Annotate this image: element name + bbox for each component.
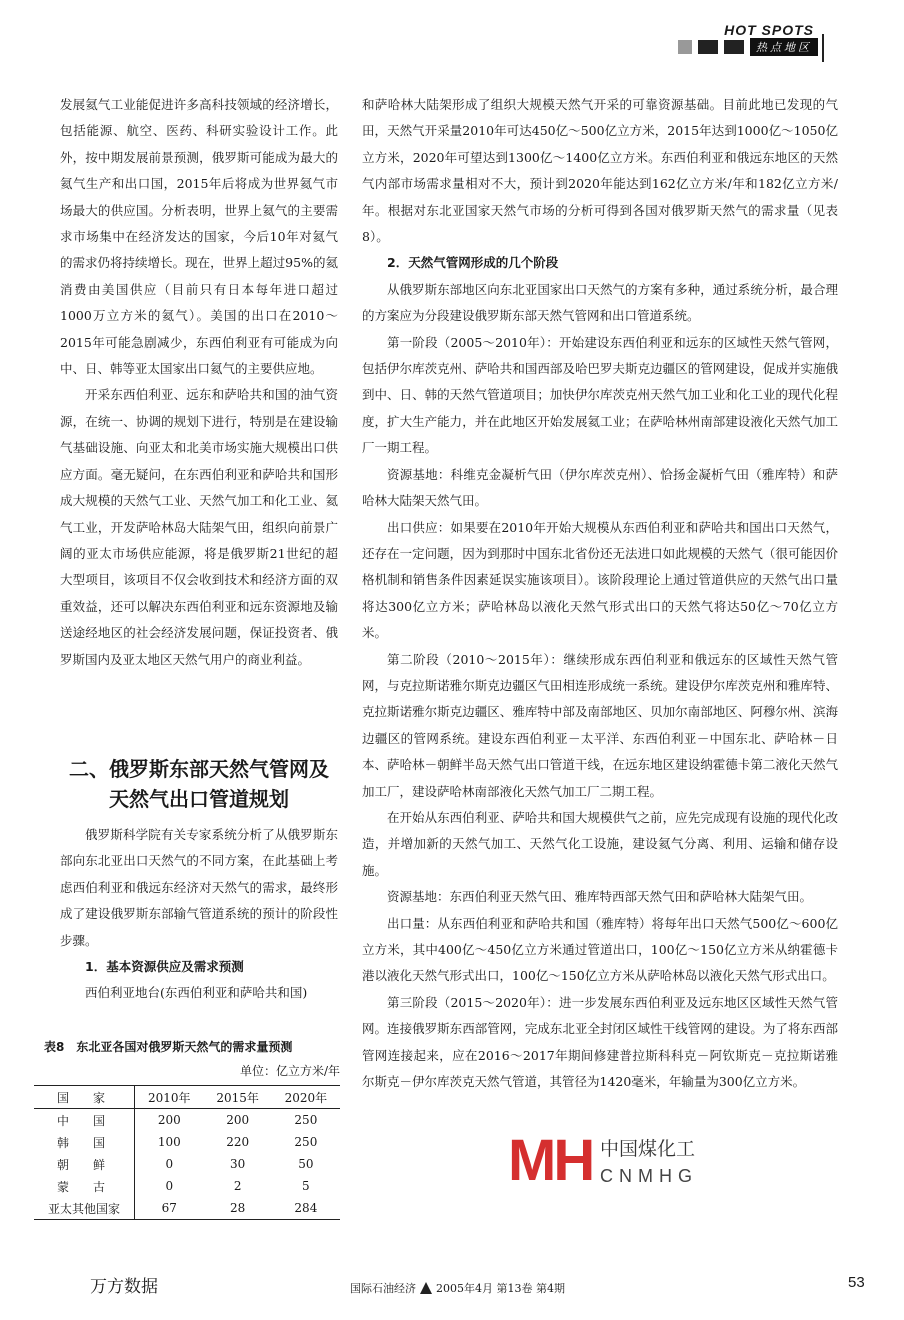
right-paragraph-3: 第一阶段（2005～2010年）：开始建设东西伯利亚和远东的区域性天然气管网，包括伊尔库茨克州、萨哈共和国西部及哈巴罗夫斯克边疆区的管网建设，促成并实施俄到中、日、韩的天然气管道项目；加快伊尔库茨克州天然气加工业和化工业的现代化程度，扩大生产能力，并在此地区开始发展氦工业；在萨哈林州南部建设液化天然气加工厂一期工程。	[362, 334, 838, 456]
right-paragraph-4: 资源基地：科维克金凝析气田（伊尔库茨克州）、恰扬金凝析气田（雅库特）和萨哈林大陆架天然气田。	[362, 466, 838, 509]
table-cell: 30	[230, 1157, 246, 1171]
watermark-logo-mark: MH	[508, 1128, 593, 1193]
table-row	[34, 1131, 340, 1153]
table-cell: 250	[294, 1113, 318, 1127]
right-paragraph-7: 在开始从东西伯利亚、萨哈共和国大规模供气之前，应先完成现有设施的现代化改造，并增加新的天然气加工、天然气化工设施，建设氦气分离、利用、运输和储存设施。	[362, 809, 838, 878]
left-paragraph-2: 开采东西伯利亚、远东和萨哈共和国的油气资源，在统一、协调的规划下进行，特别是在建设输气基础设施、向亚太和北美市场实施大规模出口供应方面。毫无疑问，在东西伯利亚和萨哈共和国形成大规模的天然气工业、天然气加工和化工业、氦气工业，开发萨哈林岛大陆架气田，组织向前景广阔的亚太市场供应能源，将是俄罗斯21世纪的超大型项目，该项目不仅会收到技术和经济方面的双重效益，还可以解决东西伯利亚和远东资源地及输送途经地区的社会经济发展问题，保证投资者、俄罗斯国内及亚太地区天然气用户的商业利益。	[60, 387, 338, 667]
table-header-cell: 2015年	[216, 1090, 259, 1105]
table-cell: 28	[230, 1201, 246, 1215]
table-caption: 表8 东北亚各国对俄罗斯天然气的需求量预测	[44, 1040, 293, 1054]
header-decor-block	[724, 40, 744, 54]
table-row	[34, 1153, 340, 1175]
footer-watermark: 万方数据	[90, 1277, 158, 1297]
right-paragraph-9: 出口量：从东西伯利亚和萨哈共和国（雅库特）将每年出口天然气500亿～600亿立方米，其中400亿～450亿立方米通过管道出口，100亿～150亿立方米从纳霍德卡港以液化天然气形式出口，100亿～150亿立方米从萨哈林岛以液化天然气形式出口。	[362, 915, 838, 984]
table-header-row	[34, 1086, 340, 1109]
table-cell: 250	[294, 1135, 318, 1149]
oil-derrick-icon	[420, 1282, 432, 1294]
table-cell: 200	[226, 1113, 250, 1127]
section-title-line-1: 二、俄罗斯东部天然气管网及	[69, 757, 329, 781]
table-cell: 朝 鲜	[34, 1153, 135, 1175]
table-cell: 韩 国	[34, 1131, 135, 1153]
table-cell: 0	[165, 1157, 174, 1171]
right-paragraph-10: 第三阶段（2015～2020年）：进一步发展东西伯利亚及远东地区区域性天然气管网。连接俄罗斯东西部管网，完成东北亚全封闭区域性干线管网的建设。为了将东西部管网连接起来，应在2016～2017年期间修建普拉斯科科克－阿钦斯克－克拉斯诺雅尔斯克－伊尔库茨克天然气管道，其管径为1420毫米，年输量为300亿立方米。	[362, 994, 838, 1090]
section-title-line-2: 天然气出口管道规划	[109, 787, 289, 811]
table-row	[34, 1175, 340, 1197]
right-paragraph-2: 从俄罗斯东部地区向东北亚国家出口天然气的方案有多种，通过系统分析，最合理的方案应为分段建设俄罗斯东部天然气管网和出口管道系统。	[362, 281, 838, 324]
table-header-cell: 2020年	[284, 1090, 328, 1105]
table-row	[34, 1109, 340, 1132]
table-cell: 100	[157, 1135, 181, 1149]
footer-journal-name: 国际石油经济	[350, 1282, 416, 1295]
table-cell: 5	[302, 1179, 310, 1193]
header-decor-block	[678, 40, 692, 54]
table-header-cell: 国 家	[34, 1086, 135, 1109]
watermark-logo	[508, 1130, 708, 1200]
footer-issue: 2005年4月 第13卷 第4期	[436, 1282, 565, 1295]
table-row	[34, 1197, 340, 1220]
table-cell: 67	[161, 1201, 177, 1215]
left-column	[60, 92, 338, 673]
watermark-logo-en: CNMHG	[600, 1166, 698, 1186]
page-number: 53	[848, 1274, 865, 1291]
demand-table	[34, 1085, 340, 1220]
table-cell: 50	[298, 1157, 314, 1171]
table-header-cell: 2010年	[147, 1090, 191, 1105]
table-cell: 2	[233, 1179, 242, 1193]
left-paragraph-3: 俄罗斯科学院有关专家系统分析了从俄罗斯东部向东北亚出口天然气的不同方案，在此基础上考虑西伯利亚和俄远东经济对天然气的需求，最终形成了建设俄罗斯东部输气管道系统的预计的阶段性步骤。	[60, 827, 338, 948]
right-paragraph-1: 和萨哈林大陆架形成了组织大规模天然气开采的可靠资源基础。目前此地已发现的气田，天然气开采量2010年可达450亿～500亿立方米，2015年达到1000亿～1050亿立方米，2020年可望达到1300亿～1400亿立方米。东西伯利亚和俄远东地区的天然气内部市场需求量相对不大，预计到2020年能达到162亿立方米/年和182亿立方米/年。根据对东北亚国家天然气市场的分析可得到各国对俄罗斯天然气的需求量（见表8）。	[362, 97, 838, 245]
header-title-cn: 热点地区	[750, 38, 818, 56]
watermark-logo-cn: 中国煤化工	[598, 1134, 697, 1161]
table-unit: 单位：亿立方米/年	[239, 1064, 340, 1078]
header-bar	[678, 38, 818, 56]
section-title	[60, 754, 338, 814]
table-cell: 中 国	[34, 1109, 135, 1132]
left-paragraph-4: 西伯利亚地台(东西伯利亚和萨哈共和国)	[85, 985, 308, 1001]
left-paragraph-1: 发展氦气工业能促进许多高科技领域的经济增长，包括能源、航空、医药、科研实验设计工作。此外，按中期发展前景预测，俄罗斯可能成为最大的氦气生产和出口国，2015年后将成为世界氦气市场最大的供应国。分析表明，世界上氦气的主要需求市场集中在经济发达的国家，今后10年对氦气的需求仍将持续增长。现在，世界上超过95%的氦消费由美国供应（目前只有日本每年进口超过1000万立方米的氦气）。美国的出口在2010～2015年可能急剧减少，东西伯利亚有可能成为向中、日、韩等亚太国家出口氦气的主要供应地。	[60, 97, 338, 377]
header-title-en: HOT SPOTS	[724, 22, 814, 38]
table-cell: 0	[165, 1179, 174, 1193]
right-column	[362, 92, 838, 1095]
table-cell: 200	[157, 1113, 181, 1127]
table-cell: 220	[226, 1135, 250, 1149]
subheading-1: 1．基本资源供应及需求预测	[85, 959, 244, 975]
header-decor-block	[698, 40, 718, 54]
right-paragraph-6: 第二阶段（2010～2015年）：继续形成东西伯利亚和俄远东的区域性天然气管网，与克拉斯诺雅尔斯克边疆区气田相连形成统一系统。建设伊尔库茨克州和雅库特、克拉斯诺雅尔斯克边疆区、雅库特中部及南部地区、贝加尔南部地区、阿穆尔州、滨海边疆区的管网系统。建设东西伯利亚－太平洋、东西伯利亚－中国东北、萨哈林－日本、萨哈林－朝鲜半岛天然气出口管道干线，在远东地区建设纳霍德卡第二液化天然气加工厂，建设萨哈林南部液化天然气加工厂二期工程。	[362, 651, 838, 799]
footer-journal	[350, 1280, 565, 1296]
table-cell: 蒙 古	[34, 1175, 135, 1197]
table-cell: 284	[294, 1201, 318, 1215]
left-column-lower	[60, 822, 338, 1007]
table-cell: 亚太其他国家	[34, 1197, 135, 1220]
right-paragraph-5: 出口供应：如果要在2010年开始大规模从东西伯利亚和萨哈共和国出口天然气，还存在一定问题，因为到那时中国东北省份还无法进口如此规模的天然气（很可能因价格机制和销售条件因素延误实施该项目）。该阶段理论上通过管道供应的天然气出口量将达300亿立方米；萨哈林岛以液化天然气形式出口的天然气将达50亿～70亿立方米。	[362, 519, 838, 641]
right-paragraph-8: 资源基地：东西伯利亚天然气田、雅库特西部天然气田和萨哈林大陆架气田。	[387, 889, 813, 905]
header-rule	[822, 34, 824, 62]
subheading-2: 2．天然气管网形成的几个阶段	[387, 255, 559, 271]
